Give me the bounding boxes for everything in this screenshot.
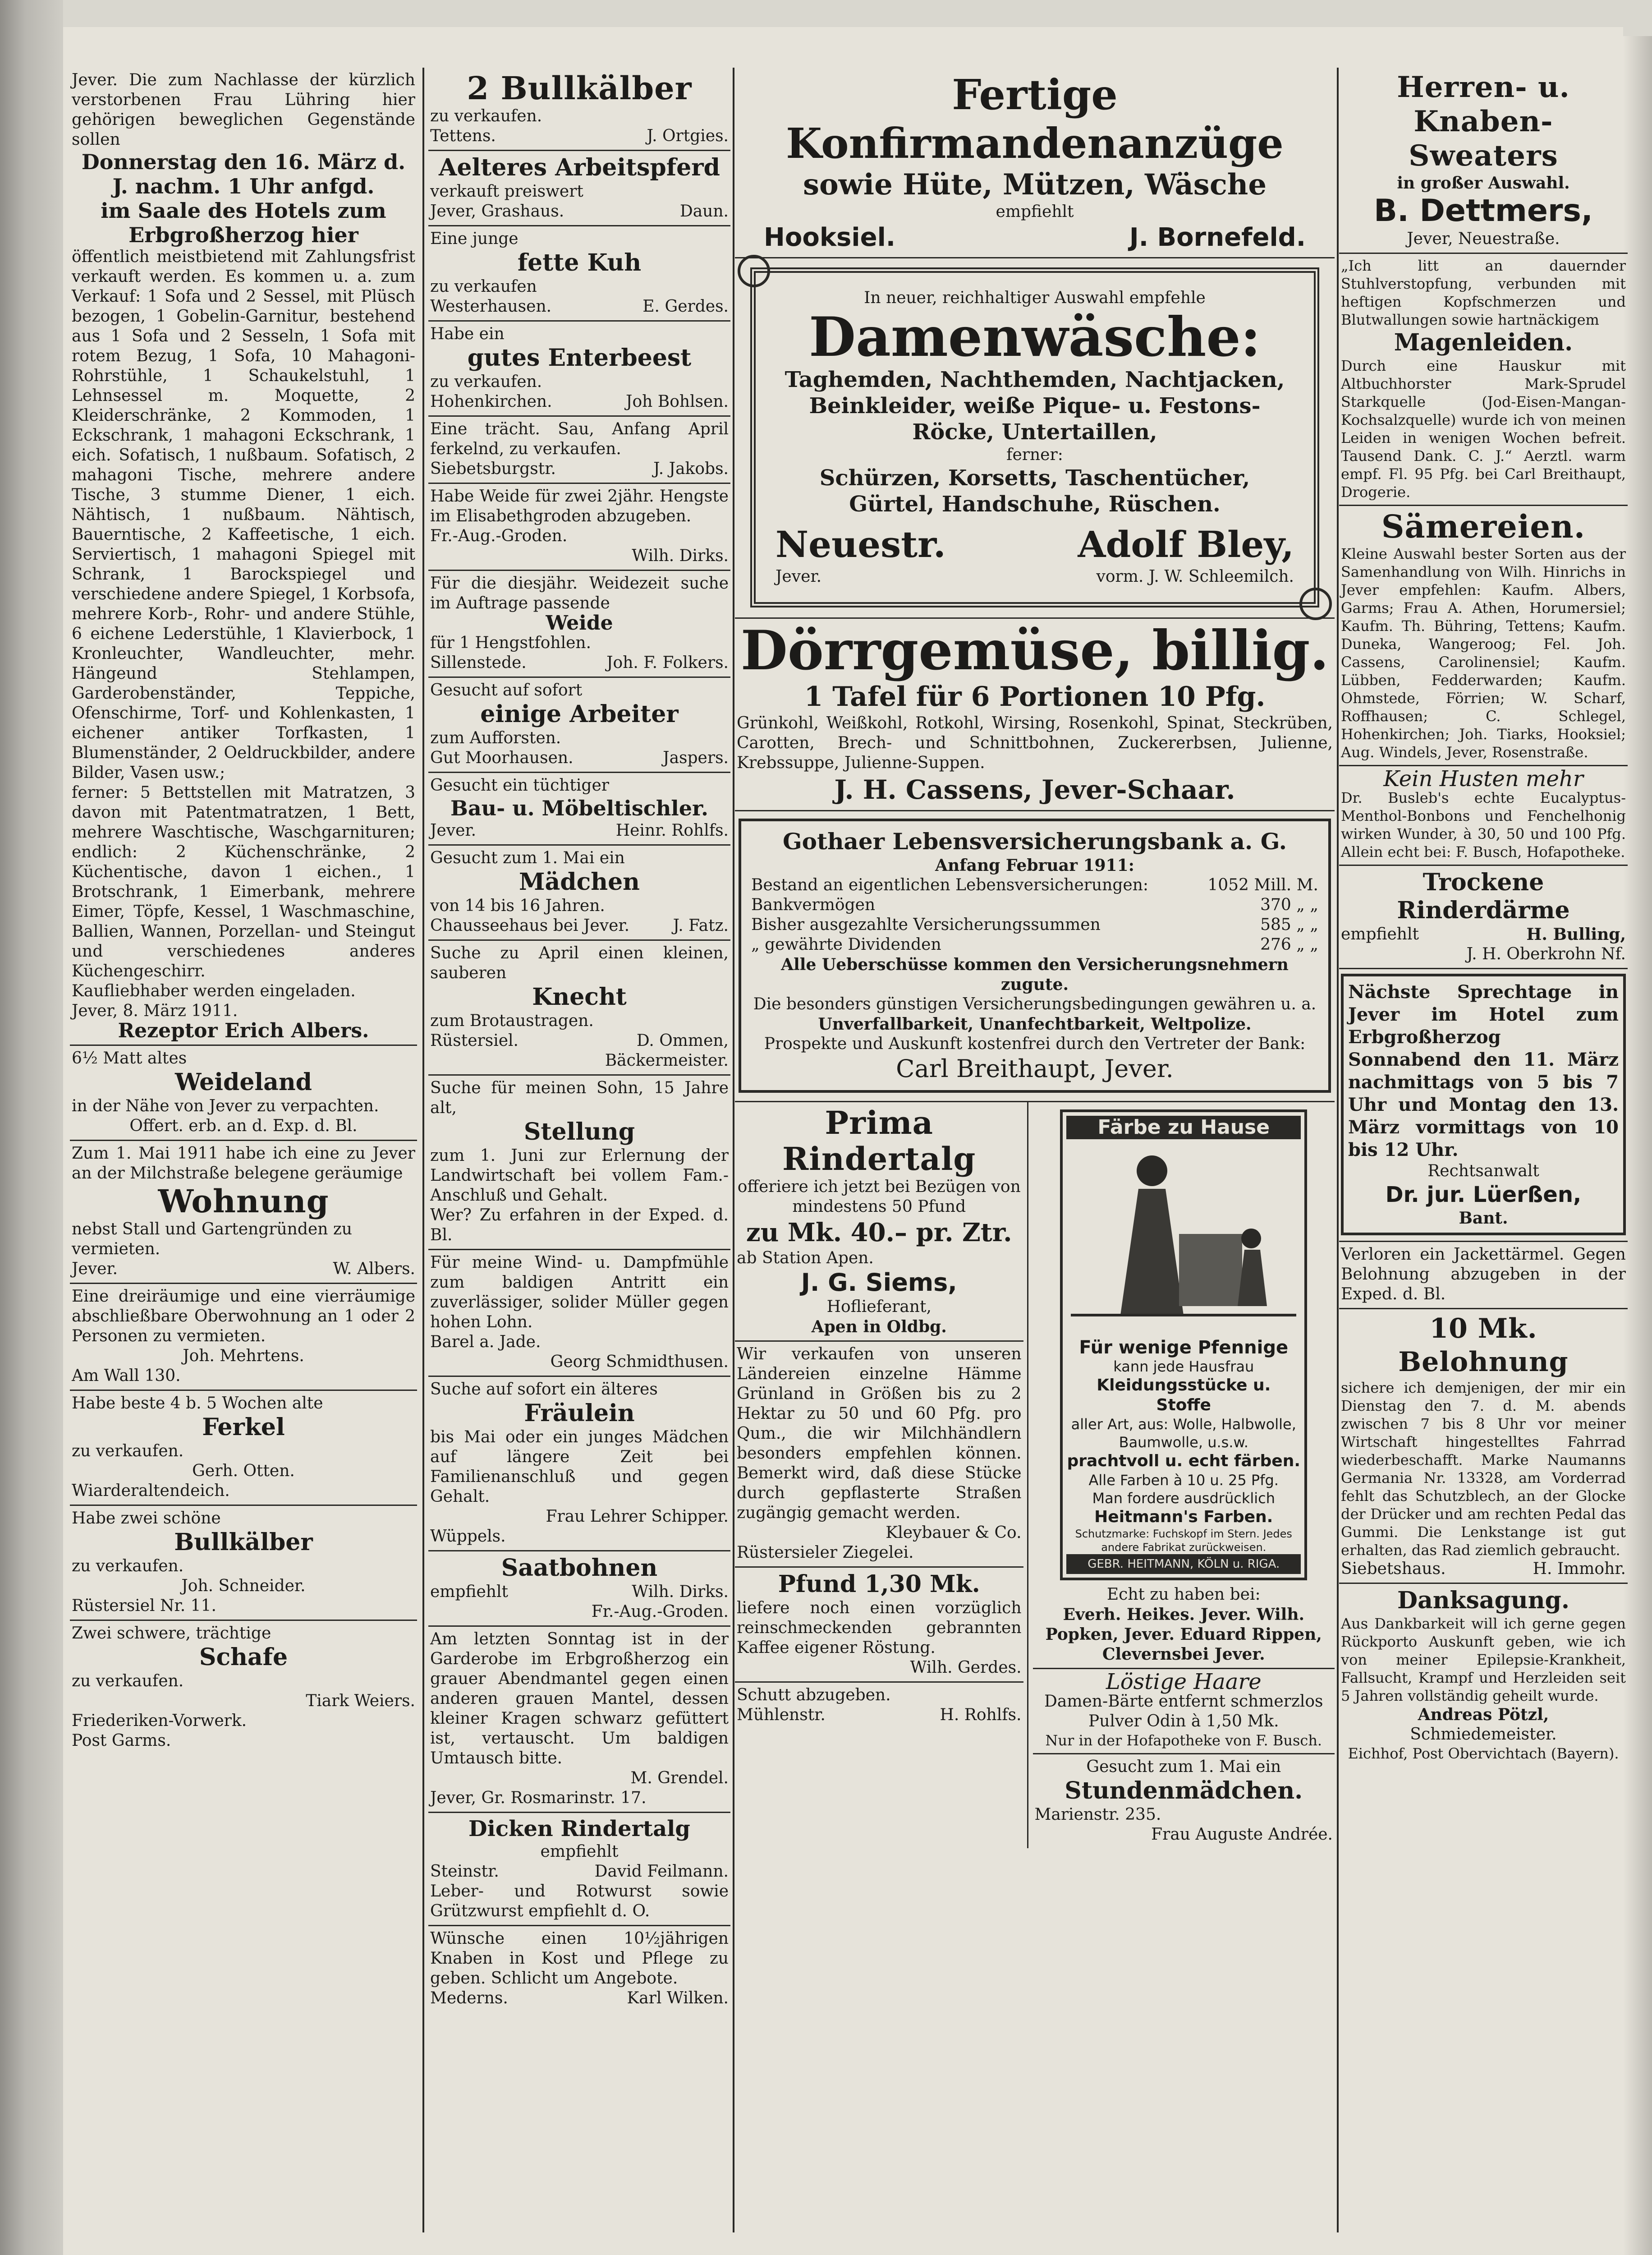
ad-fraeulein xyxy=(428,1377,730,1551)
wohnung-text-2: nebst Stall und Gartengründen zu vermieten. xyxy=(72,1220,352,1258)
ad-sub: zu verkaufen. xyxy=(430,373,542,391)
anwalt-name: Dr. jur. Lüerßen, xyxy=(1385,1182,1582,1207)
ad-knecht xyxy=(428,941,730,1076)
oberwohnung-text: Eine dreiräumige und eine vierräumige abschließbare Oberwohnung an 1 oder 2 Personen zu vermieten. xyxy=(72,1287,415,1345)
dank-role: Schmiedemeister. xyxy=(1410,1725,1557,1744)
ad-tischler xyxy=(428,773,730,846)
ferkel-place: Wiarderaltendeich. xyxy=(72,1482,230,1500)
ad-pre: Suche auf sofort ein älteres xyxy=(430,1380,658,1399)
oberwohnung-ad xyxy=(70,1284,417,1391)
gotha-label: Bestand an eigentlichen Lebensversicherungen: xyxy=(751,876,1149,894)
doerrgemuese-ad xyxy=(735,619,1335,811)
gotha-row xyxy=(751,895,1318,915)
husten-ad xyxy=(1339,766,1628,866)
ad-text: zum 1. Juni zur Erlernung der Landwirtschaft bei vollem Fam.-Anschluß und Gehalt. xyxy=(430,1146,729,1205)
ad-title: Saatbohnen xyxy=(501,1554,658,1582)
gotha-features: Unverfallbarkeit, Unanfechtbarkeit, Weltpolize. xyxy=(818,1015,1252,1034)
gotha-row xyxy=(751,875,1318,895)
laendereien-name: Kleybauer & Co. xyxy=(886,1523,1022,1542)
damen-prev: vorm. J. W. Schleemilch. xyxy=(1096,567,1294,586)
husten-sig: Kein Husten mehr xyxy=(1383,766,1583,792)
auction-date: Donnerstag den 16. März d. J. nachm. 1 Uhr anfgd. xyxy=(81,150,406,198)
schutt-ad xyxy=(735,1683,1023,1729)
ad-sub: empfiehlt xyxy=(540,1842,619,1861)
ad-pre: Eine junge xyxy=(430,230,519,248)
konfirmanden-sub: sowie Hüte, Mützen, Wäsche xyxy=(803,168,1267,202)
farbe-l8: Heitmann's Farben. xyxy=(1094,1508,1273,1526)
farbe-l10: GEBR. HEITMANN, KÖLN u. RIGA. xyxy=(1066,1554,1301,1574)
ad-text: Für die diesjähr. Weidezeit suche im Auftrage passende xyxy=(430,574,729,612)
auction-ad xyxy=(70,68,417,1046)
ad-name: E. Gerdes. xyxy=(642,297,729,316)
ad-place: Sillenstede. xyxy=(430,653,527,672)
anwalt-role: Rechtsanwalt xyxy=(1427,1162,1539,1180)
auction-signature: Rezeptor Erich Albers. xyxy=(118,1019,369,1042)
ferkel-sub: zu verkaufen. xyxy=(72,1442,184,1460)
talg-ad xyxy=(735,1102,1023,1342)
ad-mueller xyxy=(428,1250,730,1377)
gotha-table xyxy=(751,875,1318,955)
ad-title: Mädchen xyxy=(519,868,640,896)
ad-sub: zu verkaufen xyxy=(430,277,537,296)
ad-title: gutes Enterbeest xyxy=(467,344,692,372)
darm-name-2: J. H. Oberkrohn Nf. xyxy=(1466,945,1626,963)
gotha-text: Die besonders günstigen Versicherungsbedingungen gewähren u. a. xyxy=(753,995,1317,1013)
darm-title: Trockene Rinderdärme xyxy=(1397,869,1570,924)
ad-name: J. Jakobs. xyxy=(653,460,729,478)
schafe-title: Schafe xyxy=(199,1643,288,1671)
stunden-ad xyxy=(1033,1754,1335,1848)
odin-sig: Löstige Haare xyxy=(1106,1669,1262,1694)
farbe-l7: Man fordere ausdrücklich xyxy=(1092,1490,1275,1507)
ad-pre: Habe ein xyxy=(430,325,505,343)
konfirmanden-place: Hooksiel. xyxy=(764,223,896,252)
belohnung-text: sichere ich demjenigen, der mir ein Dienstag den 7. d. M. abends zwischen 7 bis 8 Uhr vor meiner Wirtschaft hingestelltes Fahrrad wiederbeschafft. Marke Naumanns Germania Nr. 13328, am Vorderrad fehlt das Schutzblech, an der Glocke der Drücker und am rechten Pedal das Gummi. Die Lenkstange ist gut erhalten, das Rad ziemlich gebraucht. xyxy=(1341,1379,1626,1559)
schafe-text: Zwei schwere, trächtige xyxy=(72,1624,271,1643)
gotha-value: 276 „ „ xyxy=(1260,935,1318,954)
auction-intro: Jever. Die zum Nachlasse der kürzlich verstorbenen Frau Lühring hier gehörigen beweglichen Gegenstände sollen xyxy=(72,71,415,149)
magen-quote: „Ich litt an dauernder Stuhlverstopfung, verbunden mit heftigen Kopfschmerzen und Blutwallungen sowie hartnäckigem xyxy=(1341,257,1626,328)
gotha-frame xyxy=(739,819,1331,1093)
doerr-name: J. H. Cassens, Jever-Schaar. xyxy=(834,774,1235,805)
farbe-l6: Alle Farben à 10 u. 25 Pfg. xyxy=(1088,1472,1279,1489)
schafe-ad xyxy=(70,1621,417,1754)
gotha-label: Bisher ausgezahlte Versicherungssummen xyxy=(751,916,1101,934)
ad-title: Bau- u. Möbeltischler. xyxy=(450,796,709,820)
auction-body-2: ferner: 5 Bettstellen mit Matratzen, 3 davon mit Patentmatratzen, 1 Bett, mehrere Waschtische, Waschgarnituren; endlich: 2 Küchenschränke, 2 Küchentische, davon 1 eichen., 1 Brotschrank, 1 Eimerbank, mehrere Eimer, Töpfe, Kessel, 1 Waschmaschine, Ballien, Wannen, Porzellan- und Steingut und verschiedenes anderes Küchengeschirr. xyxy=(72,783,415,980)
farbe-echt: Echt zu haben bei: xyxy=(1106,1585,1261,1604)
ad-place: Barel a. Jade. xyxy=(430,1333,541,1351)
sweaters-name: B. Dettmers, xyxy=(1374,193,1593,229)
ad-weide-gesucht xyxy=(428,571,730,678)
magen-ad xyxy=(1339,254,1628,506)
schafe-sub: zu verkaufen. xyxy=(72,1672,184,1690)
schafe-name: Tiark Weiers. xyxy=(306,1692,415,1710)
ad-pre: Gesucht auf sofort xyxy=(430,681,583,700)
ad-place: Tettens. xyxy=(430,127,496,145)
ad-pre: Suche zu April einen kleinen, sauberen xyxy=(430,944,729,982)
ad-stellung xyxy=(428,1076,730,1250)
schutt-place: Mühlenstr. xyxy=(737,1706,826,1724)
auction-dateline: Jever, 8. März 1911. xyxy=(72,1002,238,1020)
gotha-sub: Anfang Februar 1911: xyxy=(935,856,1134,875)
doerr-items: Grünkohl, Weißkohl, Rotkohl, Wirsing, Rosenkohl, Spinat, Steckrüben, Carotten, Brech- und Schnittbohnen, Zuckererbsen, Julienne, Krebssuppe, Julienne-Suppen. xyxy=(737,714,1333,772)
farbe-illustration xyxy=(1060,1109,1307,1580)
husten-text: Dr. Busleb's echte Eucalyptus-Menthol-Bonbons und Fenchelhonig wirken Wunder, à 30, 50 und 100 Pfg. Allein echt bei: F. Busch, Hofapotheke. xyxy=(1341,789,1626,861)
talg-role: Hoflieferant, xyxy=(826,1298,932,1316)
ad-name: Heinr. Rohlfs. xyxy=(615,821,729,840)
ad-place: Jever. xyxy=(430,821,477,840)
kaffee-ad xyxy=(735,1568,1023,1683)
konfirmanden-ad xyxy=(735,68,1335,258)
darm-name: H. Bulling, xyxy=(1526,925,1626,944)
kaffee-name: Wilh. Gerdes. xyxy=(910,1658,1022,1677)
damen-items: Taghemden, Nachthemden, Nachtjacken, Beinkleider, weiße Pique- u. Festons-Röcke, Untertaillen, xyxy=(785,367,1285,445)
ad-name: Georg Schmidthusen. xyxy=(550,1353,729,1371)
konfirmanden-title: Fertige Konfirmandenanzüge xyxy=(786,70,1284,168)
anwalt-ad xyxy=(1339,969,1628,1242)
verloren-text: Verloren ein Jackettärmel. Gegen Belohnung abzugeben in der Exped. d. Bl. xyxy=(1341,1245,1626,1303)
ad-name: Jaspers. xyxy=(663,749,729,767)
ad-name: J. Ortgies. xyxy=(647,127,729,145)
ad-text-2: für 1 Hengstfohlen. xyxy=(430,634,592,652)
ad-text: von 14 bis 16 Jahren. xyxy=(430,897,605,915)
ad-sub: zum Brotaustragen. xyxy=(430,1012,594,1030)
ad-place: Steinstr. xyxy=(430,1862,499,1881)
column-rule xyxy=(733,68,734,2232)
book-binding xyxy=(0,0,63,2255)
gotha-row xyxy=(751,935,1318,955)
talg-name: J. G. Siems, xyxy=(801,1268,957,1297)
ad-rindertalg xyxy=(428,1813,730,1926)
saemereien-text: Kleine Auswahl bester Sorten aus der Samenhandlung von Wilh. Hinrichs in Jever empfehlen: Kaufm. Albers, Garms; Frau A. Athen, Horumersiel; Kaufm. Th. Bühring, Tettens; Kaufm. Duneka, Wangeroog; Fel. Joh. Cassens, Carolinensiel; Kaufm. Lübben, Fedderwarden; Kaufm. Ohmstede, Förrien; W. Scharf, Roffhausen; C. Schlegel, Hohenkirchen; Joh. Tiarks, Hooksiel; Aug. Windels, Jever, Rosenstraße. xyxy=(1341,545,1626,761)
ad-text: Habe Weide für zwei 2jähr. Hengste im Elisabethgroden abzugeben. xyxy=(430,487,729,525)
ad-title: Stellung xyxy=(523,1118,635,1146)
gotha-value: 1052 Mill. M. xyxy=(1207,876,1318,894)
wohnung-title: Wohnung xyxy=(158,1183,329,1220)
ad-name: David Feilmann. xyxy=(594,1862,729,1881)
ad-sau xyxy=(428,417,730,484)
schafe-post: Post Garms. xyxy=(72,1731,171,1750)
schutt-text: Schutt abzugeben. xyxy=(737,1686,891,1704)
bottom-right xyxy=(1028,1102,1335,1848)
sweaters-sub: in großer Auswahl. xyxy=(1397,174,1570,193)
ad-saatbohnen xyxy=(428,1551,730,1627)
ad-place: Jever, Grashaus. xyxy=(430,202,564,221)
darm-by: empfiehlt xyxy=(1341,925,1419,943)
ad-pre: Gesucht zum 1. Mai ein xyxy=(430,849,625,867)
damen-name: Adolf Bley, xyxy=(1078,523,1294,566)
laendereien-text: Wir verkaufen von unseren Ländereien einzelne Hämme Grünland in Größen bis zu 2 Hektar zu 50 und 60 Pfg. pro Qum., die wir Milchhändlern besonders empfehlen können. Bemerkt wird, daß diese Stücke durch gepflasterte Straßen zugängig gemacht werden. xyxy=(737,1345,1022,1522)
talg-price: zu Mk. 40.– pr. Ztr. xyxy=(746,1218,1012,1247)
saemereien-title: Sämereien. xyxy=(1381,508,1586,545)
odin-ad xyxy=(1033,1669,1335,1754)
anwalt-frame xyxy=(1341,974,1626,1235)
ad-place: Fr.-Aug.-Groden. xyxy=(430,527,568,545)
bullkaelber-name: Joh. Schneider. xyxy=(181,1577,306,1595)
laendereien-ad xyxy=(735,1342,1023,1568)
ad-fette-kuh xyxy=(428,226,730,322)
farbe-l2: kann jede Hausfrau xyxy=(1113,1358,1254,1375)
ornamental-frame xyxy=(750,267,1319,607)
magen-text: Durch eine Hauskur mit Altbuchhorster Mark-Sprudel Starkquelle (Jod-Eisen-Mangan-Kochsalzquelle) wurde ich von meinen Leiden in wenigen Wochen befreit. Tausend Dank. C. J.“ Aerztl. warm empf. Fl. 95 Pfg. bei Carl Breithaupt, Drogerie. xyxy=(1341,357,1626,501)
stunden-title: Stundenmädchen. xyxy=(1065,1777,1303,1804)
ad-maedchen xyxy=(428,846,730,941)
dank-text: Aus Dankbarkeit will ich gerne gegen Rückporto Auskunft geben, wie ich von meiner Epilepsie-Krankheit, Fallsucht, Krampf und Herzleiden seit 5 Jahren vollständig geheilt wurde. xyxy=(1341,1615,1626,1704)
ferkel-name: Gerh. Otten. xyxy=(192,1462,295,1480)
woman-dyeing-icon xyxy=(1071,1144,1296,1333)
doerr-price: 1 Tafel für 6 Portionen 10 Pfg. xyxy=(804,681,1266,713)
column-1 xyxy=(70,68,417,1754)
ad-bullkaelber-tettens xyxy=(428,68,730,151)
ad-enterbeest xyxy=(428,322,730,417)
ad-place: Siebetsburgstr. xyxy=(430,460,556,478)
magen-title: Magenleiden. xyxy=(1394,329,1573,356)
auction-place: im Saale des Hotels zum Erbgroßherzog hier xyxy=(101,198,386,247)
ad-place: Mederns. xyxy=(430,1989,508,2007)
ad-title: einige Arbeiter xyxy=(480,700,679,728)
kaffee-text: liefere noch einen vorzüglich reinschmeckenden gebrannten Kaffee eigener Röstung. xyxy=(737,1599,1022,1657)
ad-mantel xyxy=(428,1627,730,1813)
ad-title: Weide xyxy=(546,612,613,635)
farbe-l5: prachtvoll u. echt färben. xyxy=(1067,1452,1301,1470)
ad-name: Wilh. Dirks. xyxy=(632,1583,729,1601)
ad-arbeiter xyxy=(428,678,730,773)
damen-place: Jever. xyxy=(776,567,822,586)
ad-title: 2 Bullkälber xyxy=(467,69,692,107)
dank-name: Andreas Pötzl, xyxy=(1418,1705,1549,1724)
weideland-text: in der Nähe von Jever zu verpachten. xyxy=(72,1097,379,1115)
ad-name: Daun. xyxy=(679,202,729,221)
sweaters-ad xyxy=(1339,68,1628,254)
sweaters-title: Herren- u. Knaben-Sweaters xyxy=(1397,70,1570,173)
bullkaelber-ad xyxy=(70,1506,417,1621)
damen-title: Damenwäsche: xyxy=(809,305,1261,369)
bullkaelber-title: Bullkälber xyxy=(174,1528,313,1556)
ad-place: Hohenkirchen. xyxy=(430,392,552,411)
ad-name: Wilh. Dirks. xyxy=(632,547,729,565)
belohnung-title: 10 Mk. Belohnung xyxy=(1398,1313,1569,1378)
doerr-title: Dörrgemüse, billig. xyxy=(740,619,1329,682)
ad-weide-hengste xyxy=(428,484,730,571)
ad-text: Leber- und Rotwurst sowie Grützwurst empfiehlt d. O. xyxy=(430,1882,729,1920)
damenwaesche-ad xyxy=(735,258,1335,619)
gotha-agent: Carl Breithaupt, Jever. xyxy=(896,1054,1174,1083)
weideland-qty: 6½ Matt altes xyxy=(72,1049,187,1068)
stunden-addr: Marienstr. 235. xyxy=(1034,1805,1161,1824)
damen-ferner: ferner: xyxy=(1006,446,1063,464)
gotha-ad xyxy=(735,811,1335,1102)
saemereien-ad xyxy=(1339,506,1628,766)
gotha-bold: Alle Ueberschüsse kommen den Versicherungsnehmern zugute. xyxy=(781,955,1289,994)
farbe-l3: Kleidungsstücke u. Stoffe xyxy=(1097,1376,1271,1414)
ad-name: Frau Lehrer Schipper. xyxy=(546,1507,729,1526)
ad-title: fette Kuh xyxy=(517,249,642,276)
column-4 xyxy=(1339,68,1628,1766)
ad-sub: verkauft preiswert xyxy=(430,182,583,201)
ad-sub: zum Aufforsten. xyxy=(430,729,561,747)
ad-text: Am letzten Sonntag ist in der Garderobe im Erbgroßherzog ein grauer Abendmantel gegen einen anderen grauen Mantel, dessen kleiner Kragen schwarz gefüttert ist, vertauscht. Um baldigen Umtausch bitte. xyxy=(430,1630,729,1767)
gotha-label: Bankvermögen xyxy=(751,896,876,914)
odin-text: Damen-Bärte entfernt schmerzlos Pulver Odin à 1,50 Mk. xyxy=(1044,1692,1323,1730)
belohnung-name: H. Immohr. xyxy=(1533,1560,1626,1578)
ad-pre: Gesucht ein tüchtiger xyxy=(430,776,609,795)
ad-place: Gut Moorhausen. xyxy=(430,749,574,767)
dank-place: Eichhof, Post Obervichtach (Bayern). xyxy=(1348,1745,1619,1762)
belohnung-ad xyxy=(1339,1309,1628,1584)
oberwohnung-addr: Am Wall 130. xyxy=(72,1367,181,1385)
gotha-value: 585 „ „ xyxy=(1260,916,1318,934)
oberwohnung-name: Joh. Mehrtens. xyxy=(183,1347,304,1365)
farbe-l4: aller Art, aus: Wolle, Halbwolle, Baumwolle, u.s.w. xyxy=(1071,1416,1296,1451)
dank-ad xyxy=(1339,1584,1628,1766)
konfirmanden-name: J. Bornefeld. xyxy=(1129,223,1306,252)
ad-title: Dicken Rindertalg xyxy=(468,1816,690,1841)
stunden-pre: Gesucht zum 1. Mai ein xyxy=(1086,1758,1281,1776)
gotha-text-2: Prospekte und Auskunft kostenfrei durch den Vertreter der Bank: xyxy=(764,1035,1306,1053)
bullkaelber-addr: Rüstersiel Nr. 11. xyxy=(72,1597,216,1615)
ad-text: Wünsche einen 10½jährigen Knaben in Kost und Pflege zu geben. Schlicht um Angebote. xyxy=(430,1929,729,1988)
ad-arbeitspferd xyxy=(428,151,730,226)
odin-text-2: Nur in der Hofapotheke von F. Busch. xyxy=(1045,1732,1322,1749)
damen-street: Neuestr. xyxy=(776,523,946,566)
ad-addr: Jever, Gr. Rosmarinstr. 17. xyxy=(430,1789,647,1807)
ad-text: Für meine Wind- u. Dampfmühle zum baldigen Antritt ein zuverlässiger, solider Müller gegen hohen Lohn. xyxy=(430,1253,729,1331)
farbe-head: Färbe zu Hause xyxy=(1066,1116,1301,1139)
farbe-ad xyxy=(1033,1102,1335,1669)
schafe-place: Friederiken-Vorwerk. xyxy=(72,1712,247,1730)
column-3 xyxy=(735,68,1335,1848)
ad-title: Knecht xyxy=(532,983,627,1011)
ad-name-2: Bäckermeister. xyxy=(605,1051,729,1070)
woman-dyeing-image xyxy=(1066,1144,1301,1333)
ad-place: Fr.-Aug.-Groden. xyxy=(591,1602,729,1621)
gotha-value: 370 „ „ xyxy=(1260,896,1318,914)
darm-ad xyxy=(1339,866,1628,969)
gotha-title: Gothaer Lebensversicherungsbank a. G. xyxy=(782,828,1287,855)
ad-place: Chausseehaus bei Jever. xyxy=(430,916,630,935)
bullkaelber-sub: zu verkaufen. xyxy=(72,1557,184,1575)
kaffee-title: Pfund 1,30 Mk. xyxy=(778,1570,980,1598)
bullkaelber-text: Habe zwei schöne xyxy=(72,1509,221,1528)
ad-place: Wüppels. xyxy=(430,1527,506,1546)
column-2 xyxy=(428,68,730,2012)
ad-name: M. Grendel. xyxy=(630,1769,729,1787)
wohnung-name: W. Albers. xyxy=(333,1260,415,1278)
gotha-label: „ gewährte Dividenden xyxy=(751,935,941,954)
auction-body: öffentlich meistbietend mit Zahlungsfrist verkauft werden. Es kommen u. a. zum Verkauf: 1 Sofa und 2 Sessel, mit Plüsch bezogen, 1 Gobelin-Garnitur, bestehend aus 1 Sofa und 2 Sesseln, 1 Sofa mit rotem Bezug, 1 Sofa, 10 Mahagoni-Rohrstühle, 1 Schaukelstuhl, 1 Lehnsessel m. Moquette, 2 Kleiderschränke, 2 Kommoden, 1 Eckschrank, 1 mahagoni Eckschrank, 1 eich. Sofatisch, 1 nußbaum. Sofatisch, 2 mahagoni Tische, mehrere andere Tische, 3 stumme Diener, 1 eich. Nähtisch, 1 nußbaum. Nähtisch, Bauerntische, 2 Kaffeetische, 1 eich. Serviertisch, 1 mahagoni Spiegel mit Schrank, 1 Barockspiegel und verschiedene andere Spiegel, 1 Korbsofa, mehrere Korb-, Rohr- und andere Stühle, 6 eichene Lederstühle, 1 Klavierbock, 1 Kronleuchter, Wandleuchter, mehr. Hängeund Stehlampen, Garderobenständer, Teppiche, Ofenschirme, Torf- und Kohlenkasten, 1 eichener antiker Torfkasten, 1 Blumenständer, 2 Oeldruckbilder, andere Bilder, Vasen usw.; xyxy=(72,248,415,782)
weideland-note: Offert. erb. an d. Exp. d. Bl. xyxy=(129,1117,358,1135)
talg-text: offeriere ich jetzt bei Bezügen von mindestens 50 Pfund xyxy=(737,1178,1021,1216)
anwalt-text: Nächste Sprechtage in Jever im Hotel zum Erbgroßherzog Sonnabend den 11. März nachmittags von 5 bis 7 Uhr und Montag den 13. März vormittags von 10 bis 12 Uhr. xyxy=(1348,981,1619,1160)
ad-text: Eine trächt. Sau, Anfang April ferkelnd, zu verkaufen. xyxy=(430,420,729,458)
ad-sub: zu verkaufen. xyxy=(430,107,542,125)
damen-intro: In neuer, reichhaltiger Auswahl empfehle xyxy=(864,289,1206,307)
ad-place: Rüstersiel. xyxy=(430,1031,519,1050)
column-rule xyxy=(1337,68,1339,2232)
auction-buyers: Kaufliebhaber werden eingeladen. xyxy=(72,982,356,1000)
farbe-l1: Für wenige Pfennige xyxy=(1079,1337,1289,1358)
anwalt-place: Bant. xyxy=(1459,1209,1508,1228)
ad-pre: Suche für meinen Sohn, 15 Jahre alt, xyxy=(430,1079,729,1117)
talg-station: ab Station Apen. xyxy=(737,1249,874,1267)
talg-place: Apen in Oldbg. xyxy=(811,1317,947,1336)
laendereien-place: Rüstersieler Ziegelei. xyxy=(737,1543,914,1562)
column-rule xyxy=(422,68,424,2232)
ad-question: Wer? Zu erfahren in der Exped. d. Bl. xyxy=(430,1206,729,1244)
ad-knaben xyxy=(428,1926,730,2012)
ferkel-ad xyxy=(70,1391,417,1506)
wohnung-ad xyxy=(70,1141,417,1284)
damen-items-2: Schürzen, Korsetts, Taschentücher, Gürtel, Handschuhe, Rüschen. xyxy=(819,465,1250,517)
farbe-sellers: Everh. Heikes. Jever. Wilh. Popken, Jever. Eduard Rippen, Clevernsbei Jever. xyxy=(1045,1605,1322,1664)
sweaters-addr: Jever, Neuestraße. xyxy=(1407,230,1560,248)
weideland-title: Weideland xyxy=(174,1068,312,1096)
wohnung-place: Jever. xyxy=(72,1260,118,1278)
ad-title: Aelteres Arbeitspferd xyxy=(439,154,720,181)
wohnung-text: Zum 1. Mai 1911 habe ich eine zu Jever an der Milchstraße belegene geräumige xyxy=(72,1144,415,1183)
dank-title: Danksagung. xyxy=(1397,1587,1570,1614)
schutt-name: H. Rohlfs. xyxy=(940,1706,1022,1724)
ad-name: Joh. F. Folkers. xyxy=(606,653,729,672)
konfirmanden-by: empfiehlt xyxy=(996,202,1074,221)
ad-place: Westerhausen. xyxy=(430,297,552,316)
weideland-ad xyxy=(70,1046,417,1141)
gotha-row xyxy=(751,915,1318,935)
ad-name: D. Ommen, xyxy=(636,1031,729,1050)
bottom-left xyxy=(735,1102,1028,1848)
ferkel-title: Ferkel xyxy=(202,1413,285,1441)
belohnung-place: Siebetshaus. xyxy=(1341,1560,1446,1578)
ad-sub: empfiehlt xyxy=(430,1583,508,1601)
stunden-name: Frau Auguste Andrée. xyxy=(1151,1825,1333,1844)
verloren-ad xyxy=(1339,1242,1628,1309)
ad-name: Joh Bohlsen. xyxy=(626,392,729,411)
talg-title: Prima Rindertalg xyxy=(782,1104,976,1178)
ferkel-text: Habe beste 4 b. 5 Wochen alte xyxy=(72,1394,323,1413)
ad-text: bis Mai oder ein junges Mädchen auf längere Zeit bei Familienanschluß und gegen Gehalt. xyxy=(430,1428,729,1506)
ad-title: Fräulein xyxy=(524,1399,635,1427)
farbe-l9: Schutzmarke: Fuchskopf im Stern. Jedes andere Fabrikat zurückweisen. xyxy=(1075,1528,1292,1554)
bottom-split xyxy=(735,1102,1335,1848)
ad-name: Karl Wilken. xyxy=(627,1989,729,2007)
ad-name: J. Fatz. xyxy=(673,916,729,935)
